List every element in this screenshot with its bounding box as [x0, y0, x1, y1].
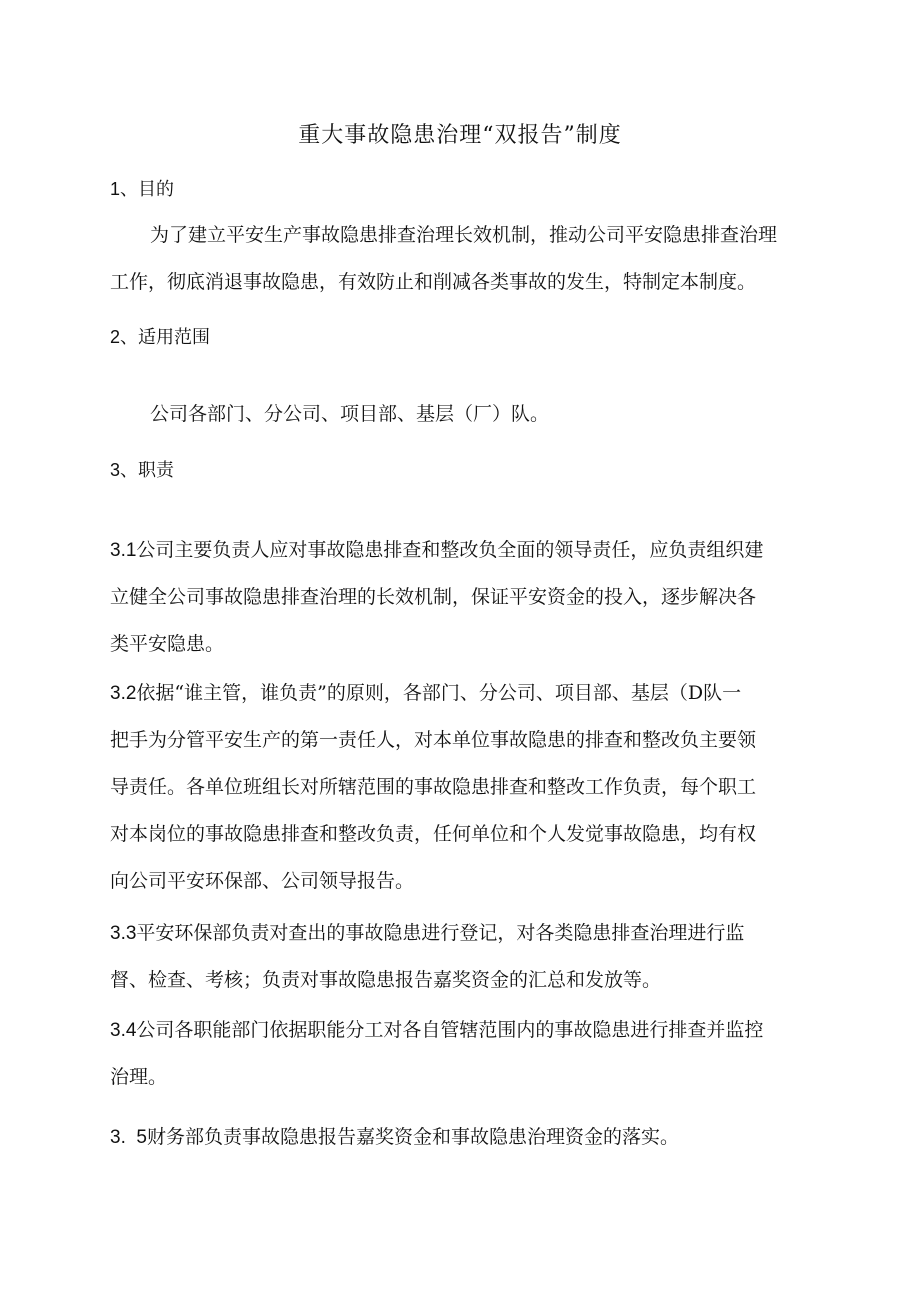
paragraph-line: 向公司平安环保部、公司领导报告。 — [110, 870, 415, 892]
section-heading-scope: 2、适用范围 — [110, 327, 211, 347]
duty-item-3-2 — [110, 670, 810, 905]
item-number: 3.4 — [110, 1020, 137, 1041]
section-heading-purpose: 1、目的 — [110, 179, 175, 199]
document-title: 重大事故隐患治理“双报告”制度 — [298, 123, 622, 148]
paragraph-line: 3.1公司主要负责人应对事故隐患排查和整改负全面的领导责任，应负责组织建 — [110, 539, 764, 561]
paragraph-line: 公司各部门、分公司、项目部、基层（厂）队。 — [150, 403, 550, 425]
paragraph-line: 对本岗位的事故隐患排查和整改负责，任何单位和个人发觉事故隐患，均有权 — [110, 823, 757, 845]
paragraph-line: 督、检查、考核；负责对事故隐患报告嘉奖资金的汇总和发放等。 — [110, 969, 662, 991]
duty-item-3-1 — [110, 527, 810, 668]
paragraph-line: 类平安隐患。 — [110, 633, 225, 655]
paragraph-line: 工作，彻底消退事故隐患，有效防止和削减各类事故的发生，特制定本制度。 — [110, 271, 757, 293]
paragraph-line: 治理。 — [110, 1066, 168, 1088]
section-paragraph-purpose — [110, 212, 810, 306]
paragraph-line: 为了建立平安生产事故隐患排查治理长效机制，推动公司平安隐患排查治理 — [150, 224, 778, 246]
duty-item-3-3 — [110, 910, 810, 1004]
paragraph-line: 把手为分管平安生产的第一责任人，对本单位事故隐患的排查和整改负主要领 — [110, 729, 757, 751]
paragraph-line: 3.4公司各职能部门依据职能分工对各自管辖范围内的事故隐患进行排查并监控 — [110, 1019, 764, 1041]
paragraph-line: 立健全公司事故隐患排查治理的长效机制，保证平安资金的投入，逐步解决各 — [110, 586, 757, 608]
duty-item-3-5 — [110, 1114, 810, 1161]
item-number: 3.3 — [110, 923, 137, 944]
paragraph-line: 3.2依据“谁主管，谁负责”的原则，各部门、分公司、项目部、基层（D队一 — [110, 682, 742, 704]
section-paragraph-scope — [110, 391, 810, 438]
item-number: 3.2 — [110, 683, 137, 704]
paragraph-line: 3.3平安环保部负责对查出的事故隐患进行登记，对各类隐患排查治理进行监 — [110, 922, 745, 944]
paragraph-line: 导责任。各单位班组长对所辖范围的事故隐患排查和整改工作负责，每个职工 — [110, 776, 757, 798]
paragraph-line: 3. 5财务部负责事故隐患报告嘉奖资金和事故隐患治理资金的落实。 — [110, 1126, 679, 1148]
item-number: 3. 5 — [110, 1127, 147, 1148]
item-number: 3.1 — [110, 540, 137, 561]
duty-item-3-4 — [110, 1007, 810, 1101]
section-heading-duties: 3、职责 — [110, 460, 175, 480]
